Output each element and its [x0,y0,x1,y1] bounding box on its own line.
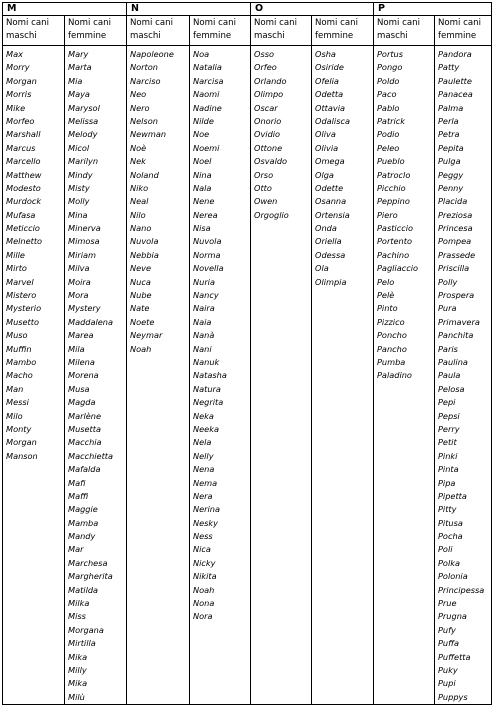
female-column [189,16,250,704]
male-column [251,16,311,704]
name-item: Ness [193,531,213,542]
name-item: Narcisa [193,75,224,86]
name-item: Mufasa [6,209,36,220]
male-column [127,16,189,704]
name-item: Ofelia [315,75,339,86]
name-item: Panchita [438,330,474,341]
female-column [64,16,126,704]
name-item: Olga [315,169,334,180]
name-item: Portus [377,49,403,59]
name-item: Paladino [377,370,412,381]
name-item: Matthew [6,169,42,180]
name-item: Naira [193,303,215,314]
male-column [374,16,434,704]
name-item: Olimpo [254,89,284,100]
name-item: Miriam [68,249,96,260]
name-item: Mirtilla [68,638,96,649]
name-item: Micol [68,142,90,153]
name-item: Nerea [193,209,218,220]
name-item: Nala [193,182,212,193]
name-item: Nuvola [193,236,222,247]
name-item: Noa [193,49,210,59]
name-item: Orlando [254,75,287,86]
name-item: Nema [193,477,218,488]
name-item: Marta [68,62,92,73]
name-item: Maddalena [68,316,114,327]
name-item: Mirto [6,263,27,274]
name-item: Morgana [68,624,104,635]
name-item: Manson [6,450,38,461]
name-item: Nona [193,598,215,609]
name-item: Marvel [6,276,34,287]
name-item: Ovidio [254,129,281,140]
name-item: Pumba [377,356,406,367]
name-item: Nela [193,437,212,448]
name-item: Pura [438,303,457,314]
name-item: Newman [130,129,167,140]
name-item: Orgoglio [254,209,289,220]
column-header: Nomi cani maschi [374,16,434,46]
name-item: Paco [377,89,397,100]
name-item: Max [6,49,23,59]
name-item: Placida [438,196,468,207]
name-list [3,46,64,463]
name-item: Portento [377,236,412,247]
name-item: Peleo [377,142,400,153]
name-item: Oliva [315,129,336,140]
name-item: Pinto [377,303,398,314]
name-item: Nesky [193,517,219,528]
name-item: Monty [6,423,32,434]
name-item: Nancy [193,290,219,301]
name-item: Man [6,383,24,394]
name-item: Nanuk [193,356,220,367]
name-item: Marcus [6,142,36,153]
name-item: Melody [68,129,98,140]
name-item: Milù [68,691,85,702]
name-item: Naomi [193,89,220,100]
name-item: Osha [315,49,336,59]
name-item: Pancho [377,343,407,354]
name-item: Nina [193,169,212,180]
name-item: Milena [68,356,95,367]
group-letter: O [251,3,373,16]
name-item: Peppino [377,196,410,207]
name-item: Puffa [438,638,460,649]
name-item: Petit [438,437,457,448]
name-item: Prospera [438,290,475,301]
name-item: Puky [438,664,458,675]
name-item: Nube [130,290,152,301]
female-column [311,16,373,704]
name-item: Mika [68,678,88,689]
name-item: Musetta [68,423,101,434]
name-item: Nikita [193,571,217,582]
name-item: Meticcio [6,223,40,234]
name-item: Pocha [438,531,463,542]
name-item: Noah [193,584,215,595]
name-item: Mia [68,75,83,86]
name-item: Podio [377,129,400,140]
name-item: Musetto [6,316,39,327]
name-item: Molly [68,196,90,207]
name-item: Maffi [68,490,89,501]
name-item: Princesa [438,223,473,234]
name-item: Pompea [438,236,472,247]
name-item: Morgan [6,75,37,86]
name-item: Mar [68,544,84,555]
name-item: Nisa [193,223,211,234]
name-item: Natalia [193,62,222,73]
name-item: Marchesa [68,557,108,568]
name-item: Perry [438,423,460,434]
name-item: Neymar [130,330,163,341]
name-item: Nilde [193,115,214,126]
column-header: Nomi cani femmine [65,16,126,46]
name-item: Pepi [438,397,456,408]
name-item: Noe [193,129,210,140]
name-item: Orfeo [254,62,277,73]
name-item: Neeka [193,423,219,434]
name-item: Miss [68,611,86,622]
column-header: Nomi cani femmine [190,16,250,46]
name-item: Nena [193,464,215,475]
name-item: Nek [130,156,146,167]
name-item: Natasha [193,370,227,381]
name-item: Oscar [254,102,278,113]
name-item: Pitty [438,504,457,515]
name-item: Prue [438,598,457,609]
name-list [190,46,250,624]
name-item: Margherita [68,571,113,582]
group-p [373,3,491,704]
group-n [126,3,250,704]
name-item: Mamba [68,517,99,528]
name-item: Morfeo [6,115,35,126]
name-item: Morena [68,370,99,381]
name-item: Nicky [193,557,216,568]
name-item: Marlène [68,410,101,421]
name-item: Magda [68,397,96,408]
name-item: Mary [68,49,89,59]
name-item: Mystery [68,303,101,314]
name-list [65,46,126,704]
name-item: Pitusa [438,517,463,528]
name-item: Modesto [6,182,41,193]
name-item: Petra [438,129,460,140]
name-item: Piero [377,209,398,220]
name-item: Noemi [193,142,220,153]
name-item: Pandora [438,49,472,59]
name-item: Pepsi [438,410,460,421]
name-item: Pipa [438,477,456,488]
name-list [374,46,434,383]
name-item: Marshall [6,129,41,140]
name-item: Patty [438,62,460,73]
name-item: Minerva [68,223,101,234]
name-item: Milo [6,410,23,421]
name-item: Nero [130,102,150,113]
name-item: Mika [68,651,88,662]
group-letter: P [374,3,491,16]
name-item: Pelo [377,276,395,287]
name-item: Pupi [438,678,456,689]
name-item: Macchia [68,437,102,448]
name-item: Pepita [438,142,464,153]
group-letter: M [3,3,126,16]
name-item: Priscilla [438,263,470,274]
column-header: Nomi cani femmine [435,16,492,46]
name-item: Musa [68,383,90,394]
name-item: Matilda [68,584,99,595]
group-letter: N [127,3,250,16]
name-item: Odessa [315,249,346,260]
name-item: Novella [193,263,224,274]
name-item: Morris [6,89,32,100]
name-item: Ottavia [315,102,346,113]
name-item: Pueblo [377,156,405,167]
name-item: Marysol [68,102,100,113]
name-item: Otto [254,182,272,193]
name-item: Palma [438,102,464,113]
name-item: Natura [193,383,221,394]
name-item: Omega [315,156,345,167]
name-item: Orso [254,169,274,180]
name-item: Melnetto [6,236,43,247]
name-item: Macchietta [68,450,114,461]
name-item: Picchio [377,182,406,193]
name-item: Paula [438,370,461,381]
name-item: Mille [6,249,25,260]
group-o [250,3,373,704]
name-item: Pinta [438,464,459,475]
male-column [3,16,64,704]
name-item: Narciso [130,75,161,86]
name-item: Negrita [193,397,224,408]
name-item: Polonia [438,571,468,582]
name-item: Mafalda [68,464,101,475]
name-item: Pablo [377,102,400,113]
name-item: Paulina [438,356,468,367]
group-m [3,3,126,704]
name-item: Neve [130,263,152,274]
name-item: Osso [254,49,274,59]
name-item: Pelosa [438,383,465,394]
name-item: Nate [130,303,150,314]
name-item: Maya [68,89,90,100]
name-item: Marilyn [68,156,99,167]
name-item: Marea [68,330,94,341]
name-item: Misty [68,182,90,193]
name-item: Noland [130,169,159,180]
name-item: Moira [68,276,91,287]
column-header: Nomi cani femmine [312,16,373,46]
name-item: Nica [193,544,211,555]
name-item: Odalisca [315,115,350,126]
name-item: Morry [6,62,30,73]
name-item: Mafi [68,477,86,488]
name-item: Milva [68,263,90,274]
name-item: Marcello [6,156,41,167]
name-item: Penny [438,182,464,193]
names-table [2,2,492,705]
column-header: Nomi cani maschi [127,16,189,46]
name-item: Polka [438,557,460,568]
name-item: Pachino [377,249,410,260]
name-item: Panacea [438,89,473,100]
name-item: Nelson [130,115,158,126]
name-item: Ottone [254,142,283,153]
name-item: Perla [438,115,459,126]
name-item: Odette [315,182,344,193]
name-item: Nadine [193,102,222,113]
name-item: Paris [438,343,458,354]
name-item: Peggy [438,169,464,180]
name-item: Nuria [193,276,215,287]
name-item: Norma [193,249,221,260]
name-item: Maggie [68,504,98,515]
name-item: Prugna [438,611,467,622]
name-item: Poldo [377,75,400,86]
name-item: Mora [68,290,89,301]
name-item: Nora [193,611,213,622]
name-item: Macho [6,370,33,381]
name-item: Milly [68,664,87,675]
name-item: Pongo [377,62,403,73]
name-item: Neo [130,89,147,100]
name-item: Noè [130,142,147,153]
name-item: Puffetta [438,651,471,662]
name-item: Nanà [193,330,215,341]
name-item: Mysterio [6,303,42,314]
name-item: Mambo [6,356,37,367]
name-item: Nano [130,223,152,234]
name-item: Pagliaccio [377,263,419,274]
name-item: Odetta [315,89,344,100]
name-item: Pinki [438,450,458,461]
name-item: Noel [193,156,212,167]
name-item: Onorio [254,115,282,126]
name-list [251,46,311,222]
name-item: Messi [6,397,29,408]
name-item: Paulette [438,75,472,86]
name-item: Nera [193,490,213,501]
name-item: Melissa [68,115,99,126]
name-item: Morgan [6,437,37,448]
name-item: Pufy [438,624,456,635]
name-item: Nani [193,343,212,354]
name-item: Poncho [377,330,407,341]
name-item: Oriella [315,236,342,247]
name-item: Norton [130,62,158,73]
name-item: Napoleone [130,49,174,59]
name-item: Noete [130,316,155,327]
name-item: Murdock [6,196,42,207]
name-item: Pipetta [438,490,467,501]
name-item: Nene [193,196,215,207]
name-item: Pulga [438,156,461,167]
name-item: Principessa [438,584,485,595]
name-item: Onda [315,223,337,234]
name-item: Niko [130,182,149,193]
name-item: Osvaldo [254,156,288,167]
name-item: Nebbia [130,249,159,260]
column-header: Nomi cani maschi [251,16,311,46]
name-item: Muffin [6,343,32,354]
female-column [434,16,492,704]
name-item: Mila [68,343,85,354]
name-item: Neal [130,196,149,207]
name-item: Primavera [438,316,480,327]
name-item: Osanna [315,196,347,207]
name-list [435,46,492,704]
name-item: Nuca [130,276,151,287]
name-item: Mindy [68,169,93,180]
name-item: Mina [68,209,88,220]
name-item: Nerina [193,504,221,515]
name-item: Olimpia [315,276,347,287]
name-item: Owen [254,196,278,207]
name-list [127,46,189,356]
name-item: Mandy [68,531,96,542]
name-item: Pelè [377,290,395,301]
name-item: Mistero [6,290,37,301]
name-item: Polly [438,276,458,287]
name-item: Ola [315,263,329,274]
name-item: Ortensia [315,209,350,220]
name-item: Mike [6,102,26,113]
name-item: Pasticcio [377,223,413,234]
name-item: Preziosa [438,209,473,220]
name-item: Naia [193,316,212,327]
name-list [312,46,373,289]
name-item: Neka [193,410,214,421]
name-item: Muso [6,330,28,341]
name-item: Patroclo [377,169,411,180]
name-item: Poli [438,544,453,555]
name-item: Noah [130,343,152,354]
name-item: Milka [68,598,90,609]
name-item: Mimosa [68,236,100,247]
name-item: Puppys [438,691,468,702]
name-item: Osiride [315,62,344,73]
name-item: Pizzico [377,316,405,327]
name-item: Prassede [438,249,476,260]
name-item: Patrick [377,115,406,126]
name-item: Nilo [130,209,146,220]
name-item: Nelly [193,450,214,461]
column-header: Nomi cani maschi [3,16,64,46]
name-item: Nuvola [130,236,159,247]
name-item: Olivia [315,142,339,153]
